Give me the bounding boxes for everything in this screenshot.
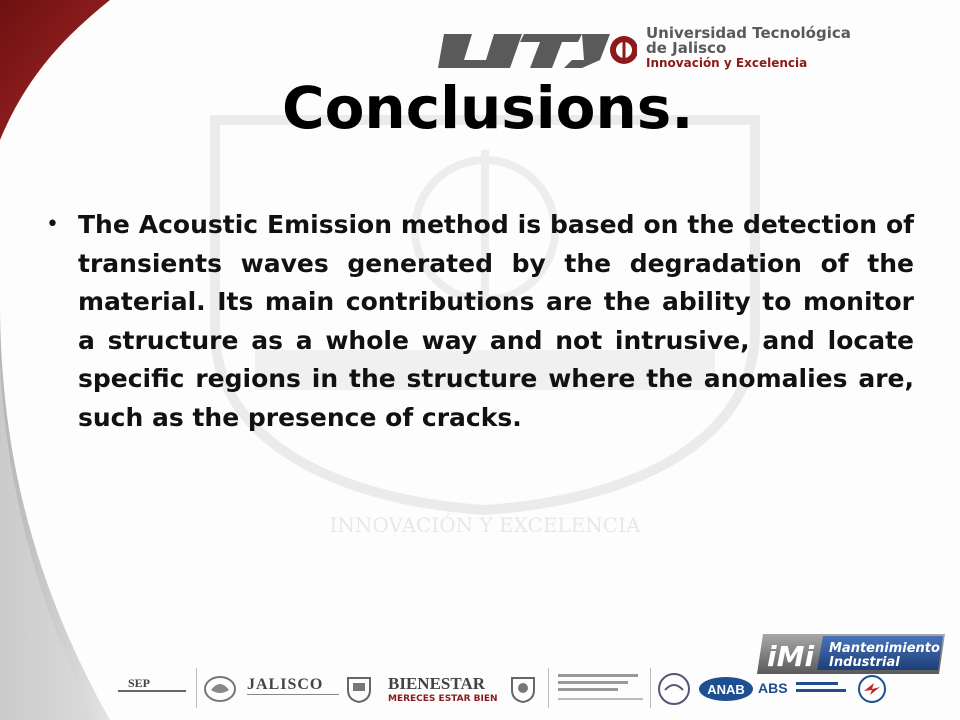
imi-mantenimiento-logo (755, 630, 953, 678)
footer-separator (650, 668, 651, 708)
anab-logo (698, 676, 754, 702)
footer-separator (196, 668, 197, 708)
slide-title: Conclusions. (282, 74, 694, 142)
utj-logo-mark (432, 30, 637, 70)
jalisco-shield-icon (344, 674, 374, 704)
bullet-text: The Acoustic Emission method is based on the detection of transients waves generated by the degradation of the material. Its main contributions are the ability to monitor a structure as a whole way and not intrusive, and locate specific regions in the structure where the anomalies are, such as the presence of cracks. (78, 210, 914, 432)
bullet-icon: • (46, 212, 59, 237)
bienestar-logo: BIENESTAR (388, 674, 485, 693)
sep-logo: SEP (128, 676, 151, 690)
quality-badge-icon (852, 674, 892, 704)
abs-logo: ABS (758, 680, 788, 696)
jalisco-underline (247, 694, 339, 695)
bienestar-slogan: MERECES ESTAR BIEN (388, 694, 498, 704)
mexico-seal-icon (203, 674, 237, 704)
svg-text:ANAB: ANAB (707, 682, 745, 697)
footer-separator (548, 668, 549, 708)
watermark-motto: INNOVACIÓN Y EXCELENCIA (329, 513, 641, 537)
jalisco-logo: JALISCO (247, 676, 324, 693)
slide-body (46, 206, 914, 437)
svg-text:Industrial: Industrial (829, 655, 900, 670)
state-shield-icon (508, 674, 538, 704)
svg-text:Mantenimiento: Mantenimiento (829, 641, 940, 656)
abs-evaluations-line (796, 689, 846, 692)
certification-seal-icon (656, 672, 692, 706)
svg-text:iMi: iMi (767, 640, 815, 673)
university-logo (432, 26, 902, 74)
secretaria-innovacion-logo (558, 670, 648, 710)
school-name-line2: de Jalisco (646, 39, 727, 57)
sep-underline (118, 690, 186, 692)
bullet-item (46, 206, 914, 437)
school-motto: Innovación y Excelencia (646, 56, 808, 70)
school-name-block (646, 26, 851, 71)
school-name-line1: Universidad Tecnológica (646, 24, 851, 42)
abs-quality-line (796, 682, 838, 685)
